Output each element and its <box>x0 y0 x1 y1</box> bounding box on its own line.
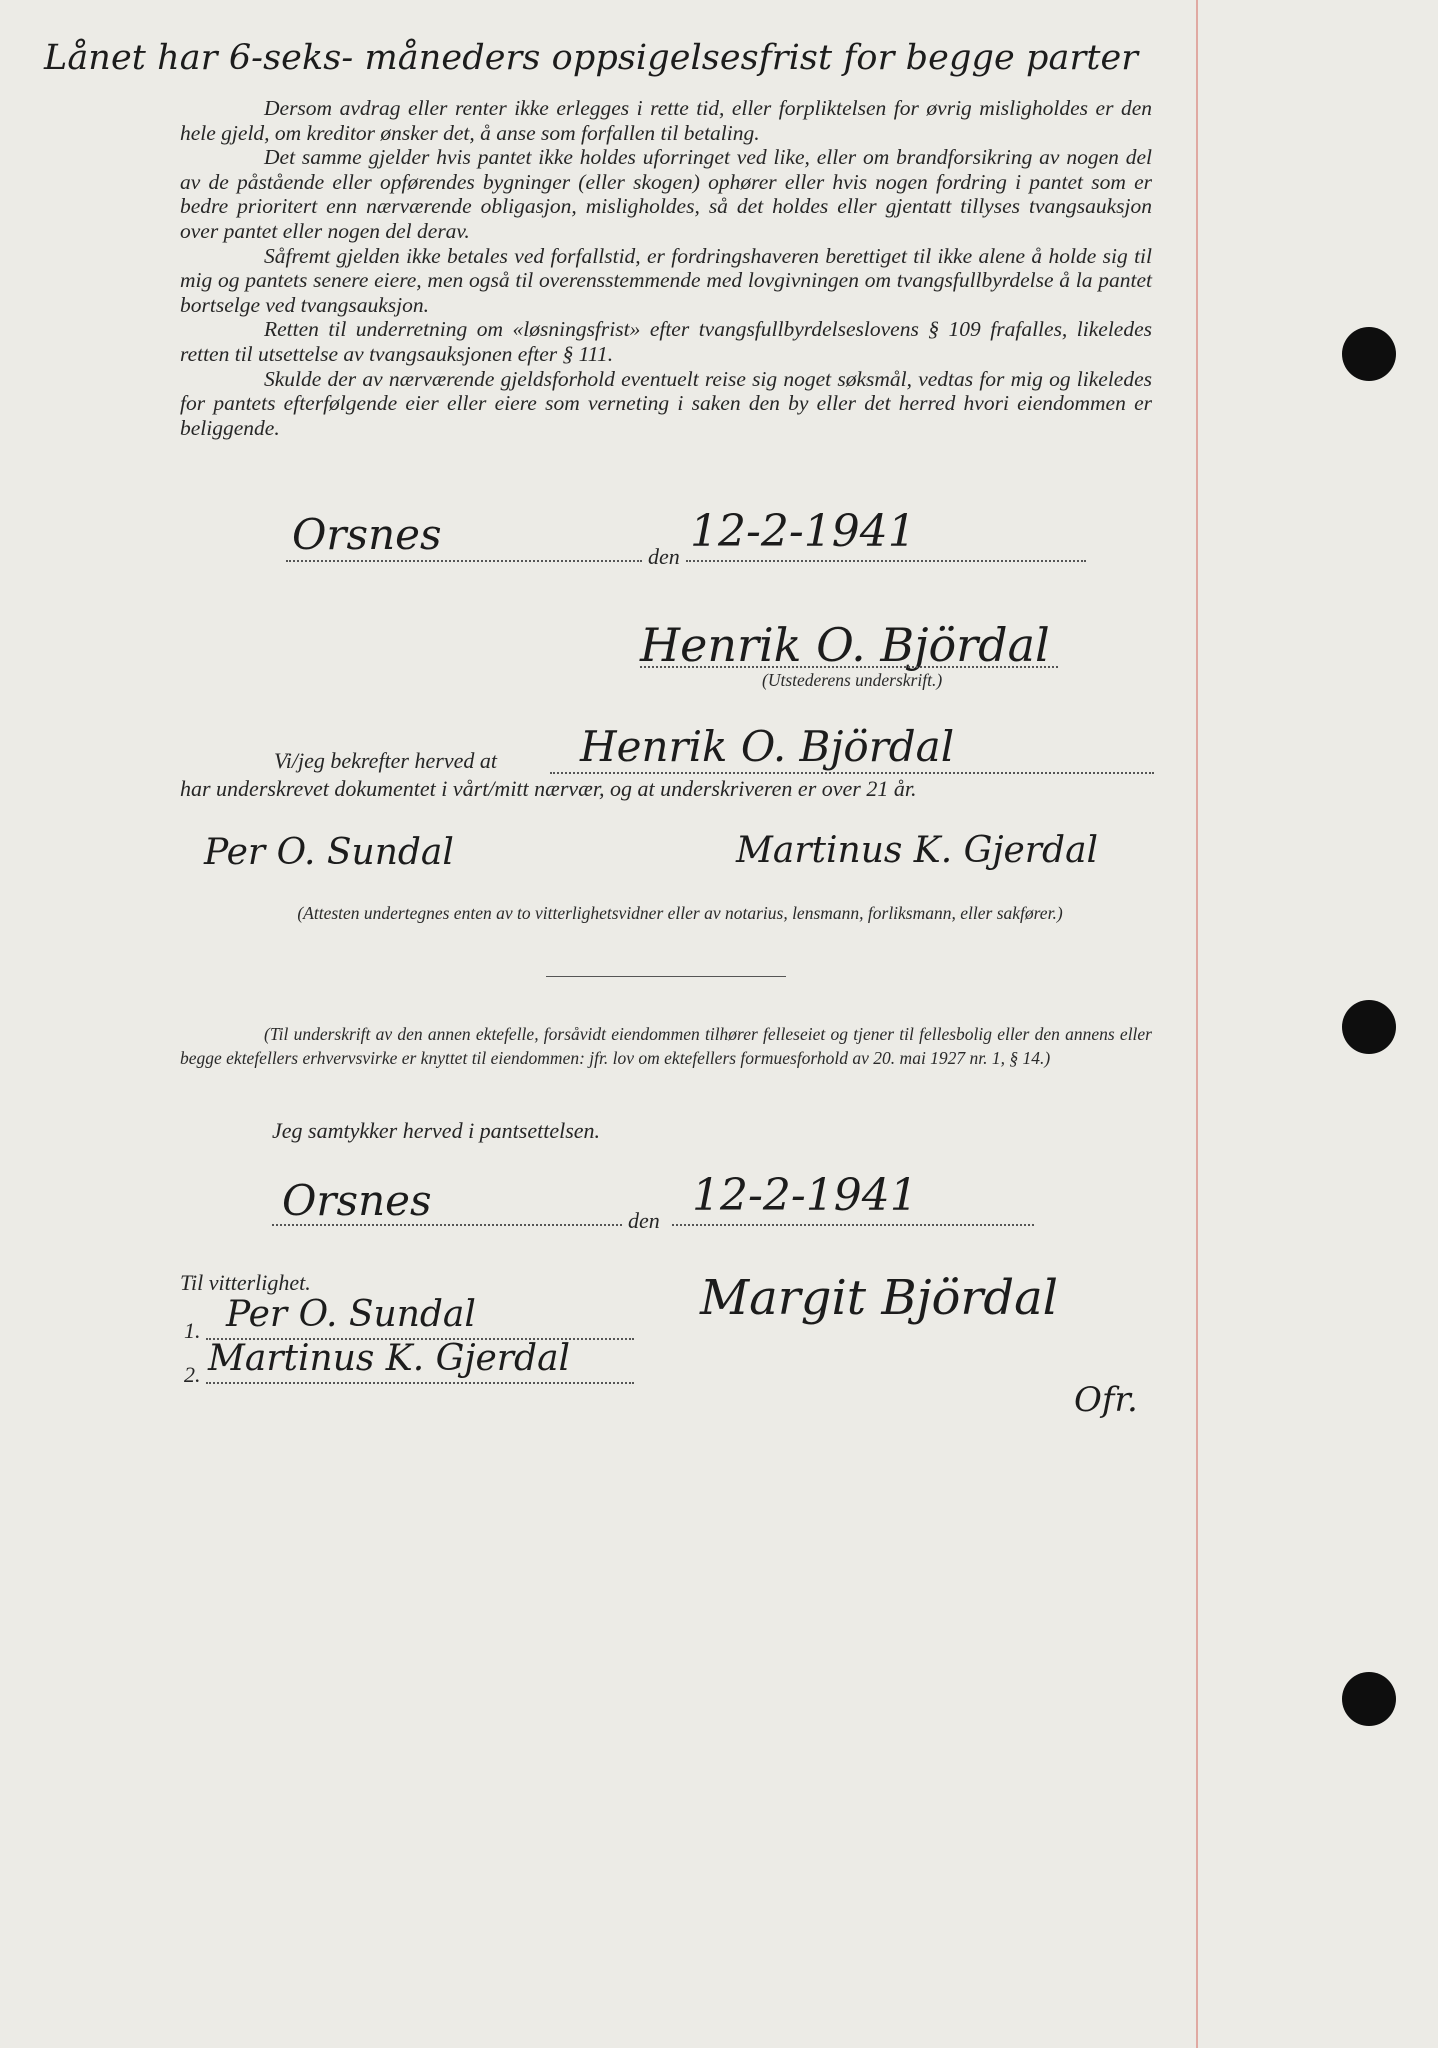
paragraph-forced-sale: Såfremt gjelden ikke betales ved forfallstid, er fordringshaveren berettiget til ikke alene å holde sig til mig og pantets senere eiere, men også til overensstemmende med lovgivningen om tvangsfullbyrdelse å la pantet bortselge ved tvangsauksjon. <box>180 243 1152 317</box>
paragraph-default: Dersom avdrag eller renter ikke erlegges i rette tid, eller forpliktelsen for øvrig misligholdes er den hele gjeld, om kreditor ønsker det, å anse som forfallen til betaling. <box>180 96 1152 145</box>
witness-1: Per O. Sundal <box>204 832 454 873</box>
date-1-line <box>686 560 1086 562</box>
separator-line <box>546 976 786 977</box>
terms-text <box>180 96 1152 440</box>
place-1: Orsnes <box>292 510 442 559</box>
confirm-text: har underskrevet dokumentet i vårt/mitt nærvær, og at underskriveren er over 21 år. <box>180 776 917 801</box>
place-1-line <box>286 560 642 562</box>
consent-text: Jeg samtykker herved i pantsettelsen. <box>272 1118 601 1143</box>
confirm-name: Henrik O. Björdal <box>580 722 955 771</box>
date-1: 12-2-1941 <box>690 506 916 557</box>
margin-rule <box>1196 0 1198 2048</box>
date-2-line <box>672 1224 1034 1226</box>
paragraph-venue: Skulde der av nærværende gjeldsforhold eventuelt reise sig noget søksmål, vedtas for mig og likeledes for pantets efterfølgende eier eller eiere som verneting i saken den by eller det herred hvori eiendommen er beliggende. <box>180 366 1152 440</box>
issuer-signature: Henrik O. Björdal <box>640 618 1050 672</box>
den-label-1: den <box>648 544 680 569</box>
confirm-name-line <box>550 772 1154 774</box>
punch-hole-bottom <box>1342 1672 1396 1726</box>
handwritten-note: Lånet har 6-seks- måneders oppsigelsesfrist for begge parter <box>44 38 1139 78</box>
confirm-prefix: Vi/jeg bekrefter herved at <box>274 748 497 773</box>
initials: Ofr. <box>1074 1380 1138 1420</box>
spouse-signature: Margit Björdal <box>700 1270 1059 1326</box>
witness-signature-1: Per O. Sundal <box>226 1294 476 1335</box>
paragraph-notice: Retten til underretning om «løsningsfrist» efter tvangsfullbyrdelseslovens § 109 frafalles, likeledes retten til utsettelse av tvangsauksjonen efter § 111. <box>180 317 1152 366</box>
place-2: Orsnes <box>282 1176 432 1225</box>
place-2-line <box>272 1224 622 1226</box>
vitterlighet-label: Til vitterlighet. <box>180 1270 311 1295</box>
issuer-caption: (Utstederens underskrift.) <box>762 670 943 690</box>
witness-number-2: 2. <box>184 1362 201 1387</box>
den-label-2: den <box>628 1208 660 1233</box>
punch-hole-middle <box>1342 1000 1396 1054</box>
paragraph-maintenance: Det samme gjelder hvis pantet ikke holdes uforringet ved like, eller om brandforsikring av nogen del av de påstående eller opførendes bygninger (eller skogen) ophører eller hvis nogen fordring i pantet som er bedre prioritert enn nærværende obligasjon, misligholdes, så det holdes eller gjentatt tillyses tvangsauksjon over pantet eller nogen del derav. <box>180 145 1152 243</box>
spouse-note: (Til underskrift av den annen ektefelle, forsåvidt eiendommen tilhører felleseiet og tjener til fellesbolig eller den annens eller begge ektefellers erhvervsvirke er knyttet til eiendommen: jfr. lov om ektefellers formuesforhold av 20. mai 1927 nr. 1, § 14.) <box>180 1024 1152 1068</box>
witness-2-line <box>206 1382 634 1384</box>
attest-note: (Attesten undertegnes enten av to vitterlighetsvidner eller av notarius, lensmann, forliksmann, eller sakfører.) <box>297 903 1063 923</box>
witness-number-1: 1. <box>184 1318 201 1343</box>
witness-signature-2: Martinus K. Gjerdal <box>208 1338 571 1379</box>
punch-hole-top <box>1342 327 1396 381</box>
date-2: 12-2-1941 <box>692 1170 918 1221</box>
issuer-signature-line <box>640 666 1058 668</box>
witness-2: Martinus K. Gjerdal <box>736 830 1099 871</box>
